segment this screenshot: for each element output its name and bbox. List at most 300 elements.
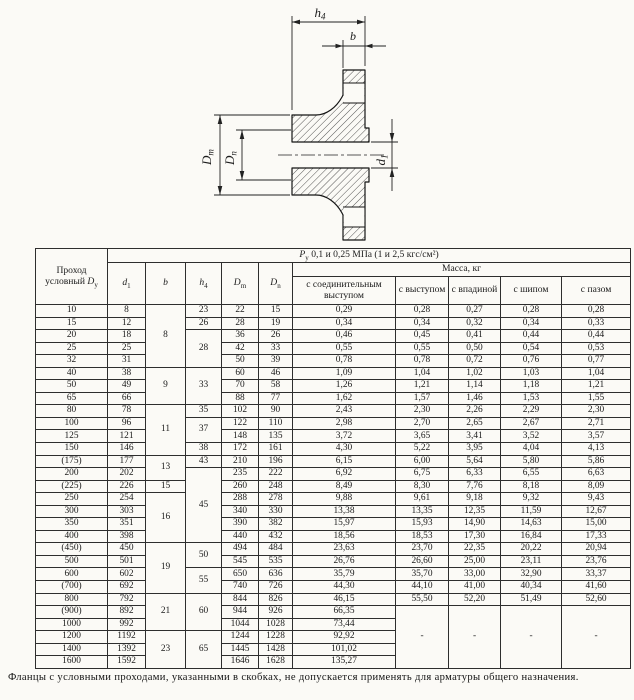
table-cell: 636 [259,568,293,581]
table-cell: 602 [108,568,146,581]
table-cell: 88 [222,392,259,405]
cell-nominal-pass: 100 [36,417,108,430]
table-cell: 2,98 [293,417,396,430]
table-cell: 1445 [222,643,259,656]
table-cell: 135,27 [293,656,396,669]
cell-nominal-pass: 200 [36,468,108,481]
table-cell: 3,72 [293,430,396,443]
table-cell: 1646 [222,656,259,669]
table-cell: 2,30 [562,405,631,418]
header-mass-tenon: с шипом [501,277,562,305]
table-row [36,530,631,543]
table-cell: 177 [108,455,146,468]
cell-nominal-pass: 150 [36,443,108,456]
table-cell: 1228 [259,631,293,644]
table-cell: 1028 [259,618,293,631]
arrowhead [218,186,223,195]
table-row [36,355,631,368]
table-cell: 18 [108,330,146,343]
table-cell: 494 [222,543,259,556]
cell-nominal-pass: (900) [36,606,108,619]
table-cell: 20,22 [501,543,562,556]
table-cell: 0,55 [396,342,449,355]
table-cell: 15 [146,480,186,493]
table-cell: 484 [259,543,293,556]
table-cell: 1,04 [562,367,631,380]
table-cell: 66 [108,392,146,405]
table-cell: 52,20 [449,593,501,606]
cell-nominal-pass: (700) [36,581,108,594]
table-cell: 55,50 [396,593,449,606]
flange-dimension-table [35,248,631,669]
flange-section-upper [292,70,369,142]
table-row [36,593,631,606]
cell-nominal-pass: 600 [36,568,108,581]
table-cell: 1192 [108,631,146,644]
table-cell: - [562,606,631,669]
table-cell: 398 [108,530,146,543]
table-cell: 1392 [108,643,146,656]
table-row [36,367,631,380]
table-cell: 1,09 [293,367,396,380]
table-cell: 15 [259,305,293,318]
table-cell: 19 [146,543,186,593]
table-cell: 51,49 [501,593,562,606]
dim-label-dn: Dn [222,151,239,165]
table-cell: 0,29 [293,305,396,318]
table-row [36,480,631,493]
table-cell: 432 [259,530,293,543]
table-cell: 26,60 [396,555,449,568]
table-cell: - [501,606,562,669]
table-cell: 60 [222,367,259,380]
table-cell: 726 [259,581,293,594]
table-cell: 0,33 [562,317,631,330]
table-cell: 1,53 [501,392,562,405]
table-cell: 135 [259,430,293,443]
table-cell: 28 [186,330,222,368]
table-cell: 23,70 [396,543,449,556]
table-cell: 330 [259,505,293,518]
table-cell: 32,90 [501,568,562,581]
header-d1: $d_1$ [108,263,146,305]
table-cell: 0,76 [501,355,562,368]
table-cell: 0,44 [562,330,631,343]
cell-nominal-pass: 400 [36,530,108,543]
table-cell: 3,52 [501,430,562,443]
table-cell: 44,10 [396,581,449,594]
table-cell: 46 [259,367,293,380]
table-row [36,392,631,405]
table-cell: 101,02 [293,643,396,656]
table-cell: 41,00 [449,581,501,594]
table-row [36,568,631,581]
dim-label-h4: h4 [314,5,326,22]
table-cell: 1,62 [293,392,396,405]
table-cell: 2,43 [293,405,396,418]
table-cell: 23 [146,631,186,669]
table-cell: 1,55 [562,392,631,405]
table-cell: 944 [222,606,259,619]
table-row [36,405,631,418]
cell-nominal-pass: 25 [36,342,108,355]
table-cell: 40,34 [501,581,562,594]
flange-drawing [0,0,634,246]
table-cell: 38 [186,443,222,456]
cell-nominal-pass: 1000 [36,618,108,631]
table-cell: 11 [146,405,186,455]
flange-section-lower [292,168,369,240]
table-cell: 110 [259,417,293,430]
table-cell: 0,34 [501,317,562,330]
table-cell: - [396,606,449,669]
arrowhead [357,20,365,25]
table-cell: 37 [186,417,222,442]
table-cell: 8,18 [501,480,562,493]
table-cell: 1,26 [293,380,396,393]
table-cell: 3,41 [449,430,501,443]
table-row [36,493,631,506]
table-cell: 1628 [259,656,293,669]
table-cell: 692 [108,581,146,594]
table-cell: 9,88 [293,493,396,506]
table-cell: 8 [108,305,146,318]
dimension-b [322,40,386,68]
table-cell: 1,21 [396,380,449,393]
table-cell: 303 [108,505,146,518]
arrowhead [336,44,344,48]
table-cell: 4,13 [562,443,631,456]
table-cell: 545 [222,555,259,568]
dim-label-d1: d1 [373,154,390,166]
table-cell: 0,44 [501,330,562,343]
table-cell: 0,34 [293,317,396,330]
table-cell: 844 [222,593,259,606]
table-cell: 390 [222,518,259,531]
table-cell: 6,15 [293,455,396,468]
cell-nominal-pass: (175) [36,455,108,468]
table-cell: 0,78 [293,355,396,368]
table-cell: 161 [259,443,293,456]
table-cell: 13,38 [293,505,396,518]
table-cell: 2,30 [396,405,449,418]
table-cell: 35,79 [293,568,396,581]
table-cell: 17,33 [562,530,631,543]
table-cell: 18,53 [396,530,449,543]
table-cell: 0,28 [396,305,449,318]
arrowhead [390,133,395,142]
table-cell: 8,49 [293,480,396,493]
table-cell: 1,02 [449,367,501,380]
cell-nominal-pass: 1200 [36,631,108,644]
table-cell: 9,61 [396,493,449,506]
table-cell: 235 [222,468,259,481]
table-cell: 1,21 [562,380,631,393]
table-cell: 6,55 [501,468,562,481]
table-cell: 23 [186,305,222,318]
table-cell: 5,86 [562,455,631,468]
table-cell: 0,78 [396,355,449,368]
table-cell: 60 [186,593,222,631]
table-cell: 3,65 [396,430,449,443]
table-cell: 21 [146,593,186,631]
header-h4: $h_4$ [186,263,222,305]
table-cell: 90 [259,405,293,418]
table-cell: 20,94 [562,543,631,556]
table-row [36,606,631,619]
arrowhead [365,44,373,48]
table-cell: 0,28 [562,305,631,318]
table-cell: 202 [108,468,146,481]
table-cell: 9,32 [501,493,562,506]
table-cell: 5,64 [449,455,501,468]
table-cell: 33,37 [562,568,631,581]
table-cell: 351 [108,518,146,531]
table-cell: 15,93 [396,518,449,531]
table-cell: 35 [186,405,222,418]
table-cell: 8,09 [562,480,631,493]
table-cell: 278 [259,493,293,506]
table-row [36,380,631,393]
table-row [36,518,631,531]
table-cell: 41,60 [562,581,631,594]
table-cell: 46,15 [293,593,396,606]
table-cell: 28 [222,317,259,330]
table-cell: 121 [108,430,146,443]
table-cell: 2,71 [562,417,631,430]
table-cell: 382 [259,518,293,531]
table-cell: 0,50 [449,342,501,355]
table-cell: 792 [108,593,146,606]
cell-nominal-pass: 250 [36,493,108,506]
table-cell: 0,77 [562,355,631,368]
table-cell: 440 [222,530,259,543]
cell-nominal-pass: 1400 [36,643,108,656]
table-cell: 18,56 [293,530,396,543]
cell-nominal-pass: 350 [36,518,108,531]
table-cell: 1,04 [396,367,449,380]
table-cell: 650 [222,568,259,581]
table-cell: 6,00 [396,455,449,468]
header-nominal-pass: Проход условный $D_у$ [36,249,108,305]
table-cell: 96 [108,417,146,430]
footnote: Фланцы с условными проходами, указанными в скобках, не допускается применять для арматуры общего назначения. [8,672,579,683]
table-cell: 0,54 [501,342,562,355]
table-cell: 926 [259,606,293,619]
table-cell: 0,41 [449,330,501,343]
table-cell: 36 [222,330,259,343]
table-row [36,417,631,430]
cell-nominal-pass: 40 [36,367,108,380]
table-cell: 0,72 [449,355,501,368]
table-cell: 2,29 [501,405,562,418]
table-cell: 52,60 [562,593,631,606]
table-row [36,305,631,318]
table-cell: 23,76 [562,555,631,568]
table-cell: 222 [259,468,293,481]
table-cell: 172 [222,443,259,456]
table-cell: 49 [108,380,146,393]
table-cell: 1,14 [449,380,501,393]
table-cell: 26,76 [293,555,396,568]
table-cell: 33 [186,367,222,405]
table-row [36,443,631,456]
table-cell: 6,63 [562,468,631,481]
table-row [36,581,631,594]
table-cell: 45 [186,468,222,543]
table-cell: 3,57 [562,430,631,443]
cell-nominal-pass: 300 [36,505,108,518]
header-b: b [146,263,186,305]
table-cell: 25,00 [449,555,501,568]
header-mass-recess: с впадиной [449,277,501,305]
table-row [36,430,631,443]
table-cell: 31 [108,355,146,368]
table-cell: 15,00 [562,518,631,531]
table-cell: 17,30 [449,530,501,543]
table-cell: 9,18 [449,493,501,506]
header-pressure: $P_у$ 0,1 и 0,25 МПа (1 и 2,5 кгс/см²) [108,249,631,263]
table-cell: 66,35 [293,606,396,619]
table-cell: 78 [108,405,146,418]
table-cell: 0,46 [293,330,396,343]
header-mass-ledge: с выступом [396,277,449,305]
header-mass-connecting-ledge: с соединительным выступом [293,277,396,305]
arrowhead [390,168,395,177]
table-cell: 22 [222,305,259,318]
table-cell: 340 [222,505,259,518]
table-cell: 13,35 [396,505,449,518]
cell-nominal-pass: (450) [36,543,108,556]
table-cell: 23,63 [293,543,396,556]
cell-nominal-pass: 32 [36,355,108,368]
table-cell: 196 [259,455,293,468]
table-cell: 39 [259,355,293,368]
table-cell: 3,95 [449,443,501,456]
cell-nominal-pass: 20 [36,330,108,343]
table-cell: - [449,606,501,669]
table-cell: 1,18 [501,380,562,393]
table-cell: 2,67 [501,417,562,430]
table-cell: 248 [259,480,293,493]
table-cell: 288 [222,493,259,506]
header-dm: $D_m$ [222,263,259,305]
table-cell: 2,26 [449,405,501,418]
table-cell: 33,00 [449,568,501,581]
table-cell: 102 [222,405,259,418]
header-dn: $D_n$ [259,263,293,305]
table-cell: 44,30 [293,581,396,594]
table-row [36,317,631,330]
table-cell: 146 [108,443,146,456]
table-cell: 740 [222,581,259,594]
table-cell: 25 [108,342,146,355]
table-cell: 12,35 [449,505,501,518]
table-row [36,455,631,468]
table-cell: 55 [186,568,222,593]
arrowhead [240,171,245,180]
table-cell: 26 [186,317,222,330]
table-cell: 22,35 [449,543,501,556]
table-cell: 0,27 [449,305,501,318]
table-cell: 4,30 [293,443,396,456]
table-cell: 0,32 [449,317,501,330]
arrowhead [218,115,223,124]
cell-nominal-pass: 125 [36,430,108,443]
cell-nominal-pass: 500 [36,555,108,568]
table-cell: 4,04 [501,443,562,456]
dim-label-b: b [350,29,356,43]
table-cell: 14,90 [449,518,501,531]
table-cell: 13 [146,455,186,480]
table-cell: 35,70 [396,568,449,581]
table-cell: 33 [259,342,293,355]
table-cell: 8,30 [396,480,449,493]
cell-nominal-pass: 10 [36,305,108,318]
table-cell: 5,80 [501,455,562,468]
table-cell: 450 [108,543,146,556]
table-cell: 7,76 [449,480,501,493]
table-cell: 19 [259,317,293,330]
table-cell: 1,46 [449,392,501,405]
table-cell: 9,43 [562,493,631,506]
table-cell: 0,55 [293,342,396,355]
table-cell: 535 [259,555,293,568]
table-cell: 73,44 [293,618,396,631]
table-row [36,342,631,355]
cell-nominal-pass: 800 [36,593,108,606]
table-row [36,330,631,343]
table-cell: 1428 [259,643,293,656]
table-row [36,468,631,481]
table-cell: 8 [146,305,186,368]
table-cell: 12,67 [562,505,631,518]
table-cell: 50 [186,543,222,568]
table-cell: 15,97 [293,518,396,531]
cell-nominal-pass: 80 [36,405,108,418]
table-cell: 92,92 [293,631,396,644]
table-row [36,505,631,518]
table-cell: 501 [108,555,146,568]
table-cell: 260 [222,480,259,493]
table-cell: 16,84 [501,530,562,543]
table-cell: 148 [222,430,259,443]
cell-nominal-pass: 65 [36,392,108,405]
table-cell: 12 [108,317,146,330]
table-cell: 77 [259,392,293,405]
table-row [36,555,631,568]
table-cell: 1592 [108,656,146,669]
cell-nominal-pass: (225) [36,480,108,493]
cell-nominal-pass: 15 [36,317,108,330]
table-cell: 42 [222,342,259,355]
table-cell: 6,75 [396,468,449,481]
table-cell: 210 [222,455,259,468]
table-row [36,543,631,556]
table-cell: 70 [222,380,259,393]
cell-nominal-pass: 1600 [36,656,108,669]
table-cell: 9 [146,367,186,405]
table-cell: 0,28 [501,305,562,318]
arrowhead [292,20,300,25]
table-cell: 14,63 [501,518,562,531]
table-cell: 1044 [222,618,259,631]
table-cell: 992 [108,618,146,631]
table-cell: 6,92 [293,468,396,481]
table-cell: 6,33 [449,468,501,481]
table-cell: 1244 [222,631,259,644]
table-cell: 11,59 [501,505,562,518]
